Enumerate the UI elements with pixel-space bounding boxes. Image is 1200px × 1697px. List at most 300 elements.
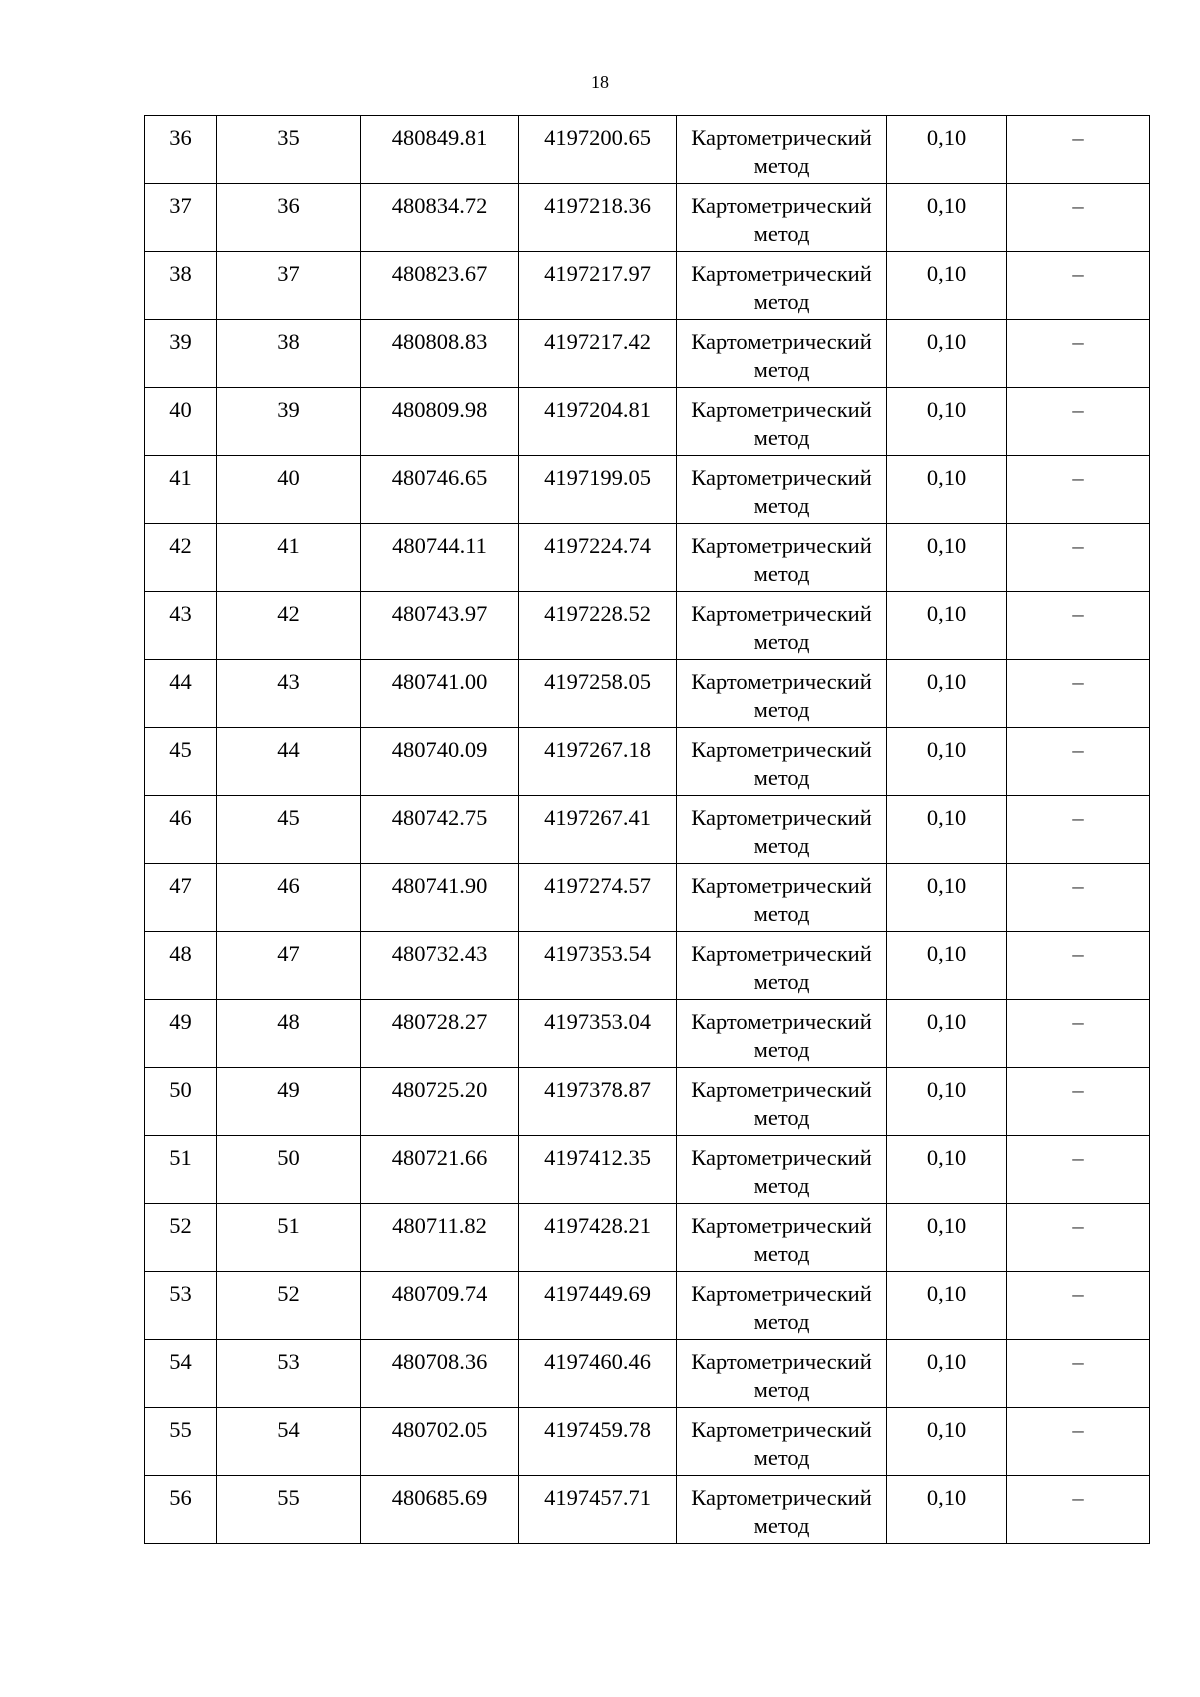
cell-accuracy-text: 0,10 xyxy=(926,125,967,150)
cell-row-number-text: 51 xyxy=(169,1145,192,1170)
table-row xyxy=(145,660,1150,728)
cell-note-text: – xyxy=(1072,1009,1084,1034)
cell-x-coordinate-text: 480834.72 xyxy=(391,193,488,218)
cell-accuracy xyxy=(887,796,1007,864)
cell-row-number xyxy=(145,592,217,660)
cell-note-text: – xyxy=(1072,737,1084,762)
cell-x-coordinate xyxy=(361,660,519,728)
cell-row-number-text: 49 xyxy=(169,1009,192,1034)
cell-note xyxy=(1007,1408,1150,1476)
cell-row-number-text: 47 xyxy=(169,873,192,898)
cell-note xyxy=(1007,388,1150,456)
cell-accuracy-text: 0,10 xyxy=(926,261,967,286)
cell-point-number-text: 51 xyxy=(277,1213,300,1238)
cell-accuracy xyxy=(887,524,1007,592)
cell-row-number-text: 40 xyxy=(169,397,192,422)
cell-y-coordinate-text: 4197412.35 xyxy=(544,1145,651,1170)
cell-point-number xyxy=(217,1272,361,1340)
cell-note-text: – xyxy=(1072,1213,1084,1238)
cell-note xyxy=(1007,456,1150,524)
cell-point-number-text: 48 xyxy=(277,1009,300,1034)
cell-x-coordinate xyxy=(361,1408,519,1476)
cell-x-coordinate xyxy=(361,592,519,660)
cell-y-coordinate xyxy=(519,864,677,932)
cell-point-number-text: 49 xyxy=(277,1077,300,1102)
cell-point-number-text: 50 xyxy=(277,1145,300,1170)
cell-note xyxy=(1007,1272,1150,1340)
coordinates-table xyxy=(144,115,1150,1544)
cell-point-number xyxy=(217,252,361,320)
cell-method-text: Картометрический метод xyxy=(691,1417,872,1470)
cell-method-text: Картометрический метод xyxy=(691,533,872,586)
cell-point-number xyxy=(217,660,361,728)
cell-x-coordinate-text: 480708.36 xyxy=(391,1349,488,1374)
cell-accuracy-text: 0,10 xyxy=(926,465,967,490)
cell-row-number-text: 54 xyxy=(169,1349,192,1374)
cell-y-coordinate xyxy=(519,1068,677,1136)
cell-x-coordinate-text: 480746.65 xyxy=(391,465,488,490)
cell-accuracy-text: 0,10 xyxy=(926,1213,967,1238)
cell-note-text: – xyxy=(1072,1349,1084,1374)
cell-note-text: – xyxy=(1072,125,1084,150)
cell-row-number xyxy=(145,456,217,524)
cell-x-coordinate xyxy=(361,456,519,524)
cell-note-text: – xyxy=(1072,1145,1084,1170)
cell-method-text: Картометрический метод xyxy=(691,1349,872,1402)
cell-note xyxy=(1007,796,1150,864)
cell-x-coordinate-text: 480743.97 xyxy=(391,601,488,626)
cell-y-coordinate xyxy=(519,184,677,252)
cell-point-number-text: 46 xyxy=(277,873,300,898)
cell-method-text: Картометрический метод xyxy=(691,193,872,246)
cell-y-coordinate-text: 4197267.18 xyxy=(544,737,651,762)
cell-note-text: – xyxy=(1072,397,1084,422)
cell-method xyxy=(677,728,887,796)
cell-row-number-text: 44 xyxy=(169,669,192,694)
cell-method xyxy=(677,592,887,660)
cell-method-text: Картометрический метод xyxy=(691,805,872,858)
cell-note xyxy=(1007,1000,1150,1068)
cell-row-number-text: 41 xyxy=(169,465,192,490)
cell-row-number xyxy=(145,1000,217,1068)
cell-method-text: Картометрический метод xyxy=(691,1009,872,1062)
cell-note-text: – xyxy=(1072,533,1084,558)
cell-point-number-text: 44 xyxy=(277,737,300,762)
table-row xyxy=(145,1000,1150,1068)
cell-y-coordinate xyxy=(519,1204,677,1272)
cell-y-coordinate xyxy=(519,116,677,184)
cell-method-text: Картометрический метод xyxy=(691,1281,872,1334)
cell-y-coordinate xyxy=(519,1340,677,1408)
cell-method-text: Картометрический метод xyxy=(691,329,872,382)
cell-point-number xyxy=(217,1408,361,1476)
cell-accuracy xyxy=(887,1204,1007,1272)
cell-method-text: Картометрический метод xyxy=(691,261,872,314)
cell-method xyxy=(677,184,887,252)
cell-accuracy-text: 0,10 xyxy=(926,669,967,694)
cell-accuracy xyxy=(887,1068,1007,1136)
cell-y-coordinate xyxy=(519,796,677,864)
cell-note-text: – xyxy=(1072,465,1084,490)
cell-row-number-text: 48 xyxy=(169,941,192,966)
cell-method xyxy=(677,864,887,932)
cell-x-coordinate-text: 480849.81 xyxy=(391,125,488,150)
cell-accuracy-text: 0,10 xyxy=(926,193,967,218)
cell-note-text: – xyxy=(1072,1485,1084,1510)
table-row xyxy=(145,592,1150,660)
table-row xyxy=(145,184,1150,252)
cell-point-number xyxy=(217,1340,361,1408)
cell-note xyxy=(1007,592,1150,660)
cell-x-coordinate xyxy=(361,252,519,320)
cell-accuracy-text: 0,10 xyxy=(926,737,967,762)
cell-y-coordinate-text: 4197267.41 xyxy=(544,805,651,830)
cell-accuracy-text: 0,10 xyxy=(926,1009,967,1034)
cell-point-number xyxy=(217,524,361,592)
cell-row-number-text: 50 xyxy=(169,1077,192,1102)
cell-method-text: Картометрический метод xyxy=(691,465,872,518)
cell-x-coordinate-text: 480742.75 xyxy=(391,805,488,830)
table-row xyxy=(145,1204,1150,1272)
cell-point-number xyxy=(217,1204,361,1272)
cell-row-number-text: 56 xyxy=(169,1485,192,1510)
cell-x-coordinate xyxy=(361,1068,519,1136)
cell-x-coordinate xyxy=(361,1000,519,1068)
cell-x-coordinate xyxy=(361,524,519,592)
cell-note xyxy=(1007,1068,1150,1136)
cell-note xyxy=(1007,1340,1150,1408)
cell-note xyxy=(1007,864,1150,932)
cell-y-coordinate xyxy=(519,728,677,796)
table-row xyxy=(145,796,1150,864)
cell-x-coordinate-text: 480732.43 xyxy=(391,941,488,966)
cell-y-coordinate-text: 4197457.71 xyxy=(544,1485,651,1510)
cell-point-number xyxy=(217,932,361,1000)
cell-y-coordinate xyxy=(519,1272,677,1340)
cell-method xyxy=(677,796,887,864)
cell-point-number-text: 39 xyxy=(277,397,300,422)
cell-method-text: Картометрический метод xyxy=(691,1485,872,1538)
cell-method-text: Картометрический метод xyxy=(691,941,872,994)
cell-x-coordinate-text: 480685.69 xyxy=(391,1485,488,1510)
cell-point-number-text: 52 xyxy=(277,1281,300,1306)
table-row xyxy=(145,524,1150,592)
cell-x-coordinate xyxy=(361,320,519,388)
cell-accuracy-text: 0,10 xyxy=(926,1417,967,1442)
cell-y-coordinate-text: 4197218.36 xyxy=(544,193,651,218)
cell-accuracy-text: 0,10 xyxy=(926,1145,967,1170)
cell-y-coordinate xyxy=(519,592,677,660)
cell-method xyxy=(677,1408,887,1476)
cell-note xyxy=(1007,252,1150,320)
cell-method xyxy=(677,1000,887,1068)
cell-y-coordinate-text: 4197460.46 xyxy=(544,1349,651,1374)
cell-accuracy-text: 0,10 xyxy=(926,873,967,898)
cell-point-number xyxy=(217,320,361,388)
cell-method-text: Картометрический метод xyxy=(691,1077,872,1130)
cell-row-number-text: 43 xyxy=(169,601,192,626)
cell-note-text: – xyxy=(1072,329,1084,354)
cell-method xyxy=(677,252,887,320)
cell-point-number xyxy=(217,796,361,864)
cell-y-coordinate-text: 4197228.52 xyxy=(544,601,651,626)
cell-x-coordinate xyxy=(361,728,519,796)
cell-accuracy xyxy=(887,320,1007,388)
cell-x-coordinate-text: 480823.67 xyxy=(391,261,488,286)
cell-method xyxy=(677,1136,887,1204)
cell-row-number xyxy=(145,184,217,252)
cell-accuracy-text: 0,10 xyxy=(926,601,967,626)
cell-y-coordinate-text: 4197428.21 xyxy=(544,1213,651,1238)
cell-point-number xyxy=(217,864,361,932)
cell-row-number xyxy=(145,1204,217,1272)
cell-row-number xyxy=(145,796,217,864)
cell-accuracy-text: 0,10 xyxy=(926,1281,967,1306)
cell-note xyxy=(1007,1136,1150,1204)
cell-method xyxy=(677,932,887,1000)
cell-row-number xyxy=(145,728,217,796)
table-row xyxy=(145,1476,1150,1544)
cell-row-number xyxy=(145,660,217,728)
cell-x-coordinate-text: 480809.98 xyxy=(391,397,488,422)
cell-note xyxy=(1007,660,1150,728)
cell-point-number-text: 45 xyxy=(277,805,300,830)
cell-point-number-text: 38 xyxy=(277,329,300,354)
cell-method xyxy=(677,660,887,728)
cell-y-coordinate xyxy=(519,252,677,320)
cell-point-number-text: 41 xyxy=(277,533,300,558)
cell-row-number xyxy=(145,1476,217,1544)
cell-row-number-text: 55 xyxy=(169,1417,192,1442)
table-row xyxy=(145,1408,1150,1476)
cell-row-number-text: 37 xyxy=(169,193,192,218)
cell-x-coordinate xyxy=(361,1272,519,1340)
cell-y-coordinate xyxy=(519,456,677,524)
cell-y-coordinate xyxy=(519,1136,677,1204)
cell-row-number xyxy=(145,864,217,932)
table-row xyxy=(145,1136,1150,1204)
cell-point-number-text: 53 xyxy=(277,1349,300,1374)
cell-row-number xyxy=(145,320,217,388)
cell-note xyxy=(1007,116,1150,184)
cell-accuracy-text: 0,10 xyxy=(926,1485,967,1510)
cell-note-text: – xyxy=(1072,1417,1084,1442)
cell-accuracy xyxy=(887,932,1007,1000)
table-row xyxy=(145,932,1150,1000)
cell-note-text: – xyxy=(1072,1281,1084,1306)
cell-x-coordinate xyxy=(361,184,519,252)
cell-accuracy xyxy=(887,728,1007,796)
cell-method-text: Картометрический метод xyxy=(691,873,872,926)
cell-row-number-text: 42 xyxy=(169,533,192,558)
cell-row-number xyxy=(145,1272,217,1340)
cell-accuracy xyxy=(887,1272,1007,1340)
cell-y-coordinate xyxy=(519,1408,677,1476)
page-number: 18 xyxy=(591,72,609,92)
cell-accuracy xyxy=(887,116,1007,184)
cell-accuracy-text: 0,10 xyxy=(926,941,967,966)
cell-x-coordinate-text: 480702.05 xyxy=(391,1417,488,1442)
cell-x-coordinate-text: 480740.09 xyxy=(391,737,488,762)
cell-note-text: – xyxy=(1072,873,1084,898)
cell-point-number xyxy=(217,1068,361,1136)
cell-point-number-text: 54 xyxy=(277,1417,300,1442)
cell-y-coordinate xyxy=(519,932,677,1000)
cell-row-number xyxy=(145,932,217,1000)
cell-x-coordinate xyxy=(361,932,519,1000)
cell-x-coordinate-text: 480709.74 xyxy=(391,1281,488,1306)
cell-point-number xyxy=(217,116,361,184)
cell-y-coordinate-text: 4197217.97 xyxy=(544,261,651,286)
cell-method-text: Картометрический метод xyxy=(691,1145,872,1198)
cell-method-text: Картометрический метод xyxy=(691,125,872,178)
cell-point-number xyxy=(217,184,361,252)
cell-y-coordinate-text: 4197204.81 xyxy=(544,397,651,422)
cell-method-text: Картометрический метод xyxy=(691,669,872,722)
cell-y-coordinate-text: 4197353.54 xyxy=(544,941,651,966)
cell-accuracy-text: 0,10 xyxy=(926,805,967,830)
cell-accuracy-text: 0,10 xyxy=(926,1077,967,1102)
cell-row-number xyxy=(145,388,217,456)
cell-row-number-text: 46 xyxy=(169,805,192,830)
cell-row-number xyxy=(145,1068,217,1136)
cell-note xyxy=(1007,728,1150,796)
cell-accuracy-text: 0,10 xyxy=(926,1349,967,1374)
table-row xyxy=(145,864,1150,932)
table-row xyxy=(145,728,1150,796)
cell-x-coordinate xyxy=(361,388,519,456)
cell-point-number-text: 35 xyxy=(277,125,300,150)
cell-method xyxy=(677,1340,887,1408)
cell-y-coordinate-text: 4197258.05 xyxy=(544,669,651,694)
cell-point-number xyxy=(217,388,361,456)
cell-x-coordinate-text: 480808.83 xyxy=(391,329,488,354)
cell-x-coordinate-text: 480728.27 xyxy=(391,1009,488,1034)
table-row xyxy=(145,1272,1150,1340)
cell-row-number-text: 36 xyxy=(169,125,192,150)
cell-note-text: – xyxy=(1072,669,1084,694)
cell-accuracy xyxy=(887,1476,1007,1544)
cell-x-coordinate xyxy=(361,796,519,864)
cell-y-coordinate-text: 4197353.04 xyxy=(544,1009,651,1034)
cell-method-text: Картометрический метод xyxy=(691,601,872,654)
table-row xyxy=(145,388,1150,456)
cell-note xyxy=(1007,184,1150,252)
cell-method-text: Картометрический метод xyxy=(691,397,872,450)
cell-row-number xyxy=(145,1408,217,1476)
table-row xyxy=(145,320,1150,388)
table-body xyxy=(145,116,1150,1544)
cell-y-coordinate xyxy=(519,524,677,592)
cell-method-text: Картометрический метод xyxy=(691,1213,872,1266)
cell-accuracy xyxy=(887,388,1007,456)
cell-y-coordinate-text: 4197217.42 xyxy=(544,329,651,354)
cell-y-coordinate-text: 4197199.05 xyxy=(544,465,651,490)
cell-row-number-text: 53 xyxy=(169,1281,192,1306)
cell-row-number xyxy=(145,1136,217,1204)
cell-note-text: – xyxy=(1072,601,1084,626)
cell-accuracy xyxy=(887,184,1007,252)
table-row xyxy=(145,1068,1150,1136)
cell-point-number xyxy=(217,592,361,660)
cell-x-coordinate xyxy=(361,1476,519,1544)
cell-point-number-text: 47 xyxy=(277,941,300,966)
cell-note-text: – xyxy=(1072,1077,1084,1102)
cell-point-number-text: 40 xyxy=(277,465,300,490)
cell-y-coordinate xyxy=(519,320,677,388)
cell-y-coordinate xyxy=(519,1000,677,1068)
cell-x-coordinate-text: 480744.11 xyxy=(392,533,487,558)
cell-accuracy-text: 0,10 xyxy=(926,533,967,558)
cell-point-number xyxy=(217,1000,361,1068)
cell-accuracy xyxy=(887,592,1007,660)
cell-point-number-text: 43 xyxy=(277,669,300,694)
cell-note xyxy=(1007,1204,1150,1272)
cell-note xyxy=(1007,932,1150,1000)
cell-point-number xyxy=(217,728,361,796)
cell-note-text: – xyxy=(1072,941,1084,966)
cell-accuracy xyxy=(887,1340,1007,1408)
cell-method xyxy=(677,1068,887,1136)
cell-row-number xyxy=(145,1340,217,1408)
cell-y-coordinate-text: 4197378.87 xyxy=(544,1077,651,1102)
cell-x-coordinate-text: 480725.20 xyxy=(391,1077,488,1102)
cell-y-coordinate-text: 4197274.57 xyxy=(544,873,651,898)
cell-x-coordinate-text: 480721.66 xyxy=(391,1145,488,1170)
cell-y-coordinate-text: 4197224.74 xyxy=(544,533,651,558)
cell-y-coordinate-text: 4197449.69 xyxy=(544,1281,651,1306)
table-row xyxy=(145,456,1150,524)
cell-row-number xyxy=(145,116,217,184)
cell-accuracy xyxy=(887,252,1007,320)
cell-note-text: – xyxy=(1072,805,1084,830)
cell-point-number xyxy=(217,456,361,524)
table-row xyxy=(145,1340,1150,1408)
cell-y-coordinate-text: 4197459.78 xyxy=(544,1417,651,1442)
cell-accuracy-text: 0,10 xyxy=(926,329,967,354)
cell-method xyxy=(677,388,887,456)
cell-accuracy xyxy=(887,1136,1007,1204)
cell-point-number xyxy=(217,1136,361,1204)
cell-method xyxy=(677,1272,887,1340)
cell-accuracy xyxy=(887,1408,1007,1476)
cell-x-coordinate-text: 480741.90 xyxy=(391,873,488,898)
cell-point-number-text: 42 xyxy=(277,601,300,626)
table-row xyxy=(145,116,1150,184)
cell-method-text: Картометрический метод xyxy=(691,737,872,790)
cell-x-coordinate-text: 480711.82 xyxy=(392,1213,487,1238)
cell-row-number xyxy=(145,524,217,592)
cell-row-number-text: 52 xyxy=(169,1213,192,1238)
cell-note xyxy=(1007,320,1150,388)
cell-point-number xyxy=(217,1476,361,1544)
table-row xyxy=(145,252,1150,320)
cell-accuracy xyxy=(887,1000,1007,1068)
cell-x-coordinate xyxy=(361,1340,519,1408)
cell-x-coordinate xyxy=(361,1204,519,1272)
cell-x-coordinate xyxy=(361,864,519,932)
cell-method xyxy=(677,1476,887,1544)
cell-note-text: – xyxy=(1072,261,1084,286)
cell-row-number xyxy=(145,252,217,320)
cell-row-number-text: 38 xyxy=(169,261,192,286)
cell-y-coordinate xyxy=(519,388,677,456)
cell-y-coordinate-text: 4197200.65 xyxy=(544,125,651,150)
cell-point-number-text: 55 xyxy=(277,1485,300,1510)
cell-row-number-text: 39 xyxy=(169,329,192,354)
cell-note-text: – xyxy=(1072,193,1084,218)
cell-point-number-text: 37 xyxy=(277,261,300,286)
